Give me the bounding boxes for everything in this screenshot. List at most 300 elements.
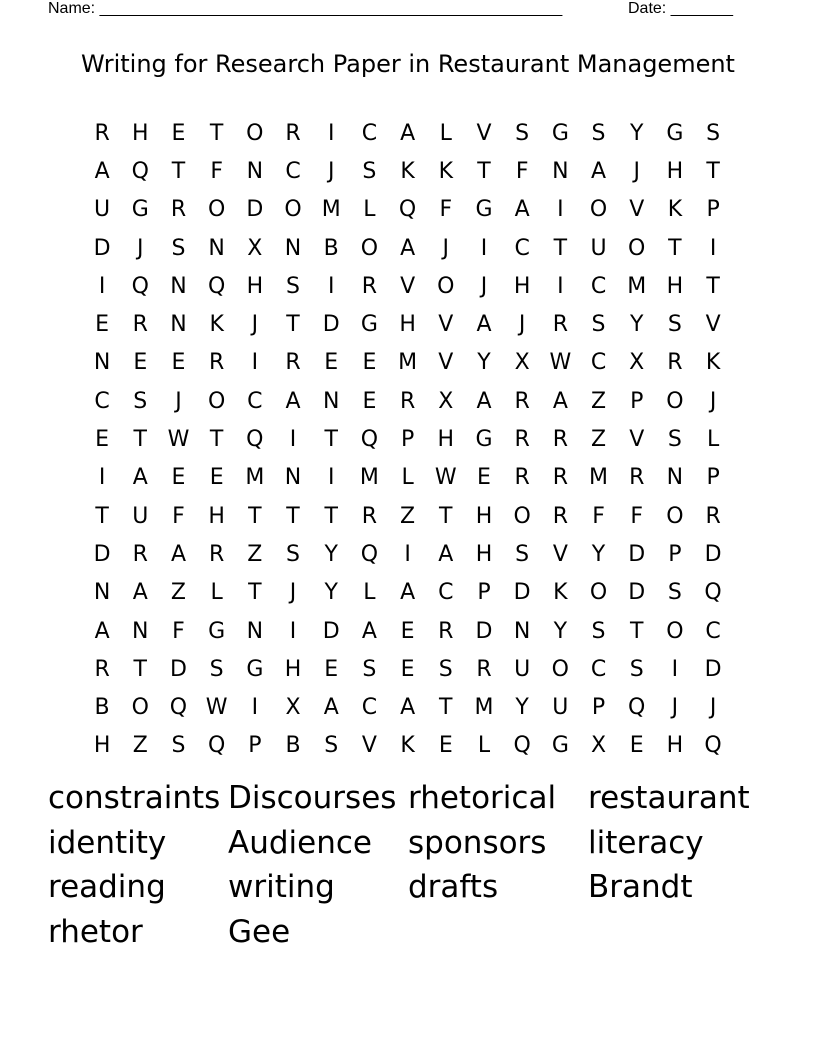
word-bank-item: rhetor (48, 913, 143, 950)
grid-cell[interactable]: A (476, 388, 492, 414)
grid-cell[interactable]: R (552, 312, 568, 338)
grid-cell[interactable]: M (398, 350, 418, 376)
grid-cell[interactable]: S (171, 235, 186, 261)
grid-cell[interactable]: H (666, 158, 684, 184)
grid-cell[interactable]: L (439, 120, 452, 146)
grid-cell[interactable]: V (629, 427, 645, 453)
grid-cell[interactable]: H (666, 273, 684, 299)
word-bank-item: reading (48, 869, 166, 905)
grid-cell[interactable]: J (137, 235, 144, 261)
grid-cell[interactable]: C (590, 273, 607, 299)
grid-cell[interactable]: V (705, 312, 721, 338)
grid-cell[interactable]: D (322, 312, 340, 338)
grid-cell[interactable]: T (324, 503, 338, 529)
grid-cell[interactable]: O (589, 197, 608, 223)
grid-cell[interactable]: G (475, 427, 493, 453)
grid-cell[interactable]: A (552, 388, 568, 414)
grid-cell[interactable]: C (361, 695, 378, 721)
grid-cell[interactable]: O (666, 618, 684, 644)
grid-cell[interactable]: F (210, 158, 223, 184)
grid-cell[interactable]: N (666, 465, 684, 491)
grid-cell[interactable]: K (400, 158, 415, 184)
grid-cell[interactable]: T (286, 503, 300, 529)
grid-cell[interactable]: R (705, 503, 721, 529)
grid-cell[interactable]: C (247, 388, 263, 414)
grid-cell[interactable]: Q (704, 733, 722, 759)
grid-cell[interactable]: S (667, 427, 682, 453)
grid-cell[interactable]: A (400, 695, 416, 721)
grid-cell[interactable]: Q (207, 733, 226, 759)
grid-cell[interactable]: E (362, 388, 377, 414)
grid-cell[interactable]: J (251, 312, 259, 338)
grid-cell[interactable]: P (248, 733, 262, 759)
grid-cell[interactable]: R (629, 465, 645, 491)
grid-cell[interactable]: D (93, 235, 111, 261)
grid-cell[interactable]: W (205, 695, 228, 721)
grid-cell[interactable]: O (551, 656, 569, 682)
grid-cell[interactable]: E (133, 350, 148, 376)
grid-cell[interactable]: D (169, 656, 187, 682)
grid-cell[interactable]: S (286, 541, 301, 567)
grid-cell[interactable]: T (171, 158, 186, 184)
grid-cell[interactable]: M (589, 465, 609, 491)
grid-cell[interactable]: A (591, 158, 607, 184)
grid-cell[interactable]: D (704, 656, 722, 682)
grid-cell[interactable]: O (131, 695, 149, 721)
grid-cell[interactable]: G (551, 120, 569, 146)
grid-cell[interactable]: R (285, 350, 301, 376)
grid-cell[interactable]: S (591, 312, 606, 338)
grid-cell[interactable]: H (666, 733, 684, 759)
grid-cell[interactable]: V (629, 197, 645, 223)
grid-cell[interactable]: J (327, 158, 335, 184)
grid-cell[interactable]: R (552, 427, 568, 453)
grid-cell[interactable]: E (438, 733, 453, 759)
grid-cell[interactable]: I (289, 618, 297, 644)
grid-cell[interactable]: I (98, 465, 106, 491)
grid-cell[interactable]: J (709, 695, 717, 721)
grid-cell[interactable]: A (132, 465, 148, 491)
word-bank-item: sponsors (408, 824, 547, 861)
grid-cell[interactable]: E (400, 618, 415, 644)
grid-cell[interactable]: K (209, 312, 224, 338)
grid-cell[interactable]: E (324, 350, 339, 376)
grid-cell[interactable]: S (515, 541, 530, 567)
grid-cell[interactable]: G (666, 120, 684, 146)
grid-cell[interactable]: E (324, 656, 339, 682)
grid-cell[interactable]: O (666, 503, 684, 529)
grid-cell[interactable]: R (209, 541, 225, 567)
grid-cell[interactable]: I (709, 235, 717, 261)
grid-cell[interactable]: V (552, 541, 568, 567)
grid-cell[interactable]: K (667, 197, 683, 223)
grid-cell[interactable]: S (591, 618, 606, 644)
grid-cell[interactable]: A (94, 618, 110, 644)
grid-cell[interactable]: R (361, 273, 378, 299)
grid-cell[interactable]: Q (513, 733, 531, 759)
grid-cell[interactable]: M (474, 695, 494, 721)
grid-cell[interactable]: C (590, 656, 607, 682)
grid-cell[interactable]: J (289, 580, 297, 606)
grid-cell[interactable]: C (514, 235, 530, 261)
grid-cell[interactable]: P (591, 695, 606, 721)
grid-cell[interactable]: B (285, 733, 301, 759)
grid-cell[interactable]: A (361, 618, 377, 644)
grid-cell[interactable]: A (285, 388, 301, 414)
grid-cell[interactable]: O (589, 580, 608, 606)
grid-cell[interactable]: X (285, 695, 301, 721)
grid-cell[interactable]: N (93, 580, 111, 606)
grid-cell[interactable]: R (667, 350, 683, 376)
grid-row (83, 612, 732, 650)
grid-cell[interactable]: O (437, 273, 455, 299)
grid-cell[interactable]: Z (247, 541, 263, 567)
grid-cell[interactable]: R (285, 120, 301, 146)
grid-cell[interactable]: Y (324, 541, 338, 567)
grid-cell[interactable]: V (400, 273, 416, 299)
grid-cell[interactable]: R (552, 503, 568, 529)
grid-cell[interactable]: G (475, 197, 493, 223)
grid-cell[interactable]: I (327, 120, 335, 146)
grid-cell[interactable]: F (439, 197, 453, 223)
grid-cell[interactable]: J (175, 388, 182, 414)
grid-cell[interactable]: H (399, 312, 416, 338)
grid-cell[interactable]: P (706, 465, 720, 491)
grid-cell[interactable]: P (400, 427, 415, 453)
grid-cell[interactable]: X (514, 350, 530, 376)
grid-cell[interactable]: N (170, 273, 187, 299)
grid-cell[interactable]: I (671, 656, 679, 682)
grid-cell[interactable]: U (132, 503, 149, 529)
grid-cell[interactable]: H (246, 273, 264, 299)
grid-cell[interactable]: U (514, 656, 531, 682)
grid-cell[interactable]: T (133, 656, 147, 682)
grid-cell[interactable]: J (671, 695, 679, 721)
grid-cell[interactable]: D (475, 618, 493, 644)
grid-cell[interactable]: E (171, 120, 186, 146)
grid-cell[interactable]: S (286, 273, 301, 299)
grid-row (83, 535, 732, 573)
grid-cell[interactable]: N (170, 312, 187, 338)
grid-cell[interactable]: O (284, 197, 302, 223)
grid-cell[interactable]: X (590, 733, 607, 759)
page-title: Writing for Research Paper in Restaurant Management (81, 50, 735, 78)
grid-cell[interactable]: S (667, 580, 682, 606)
grid-cell[interactable]: L (477, 733, 491, 759)
grid-cell[interactable]: T (248, 580, 262, 606)
grid-cell[interactable]: Y (515, 695, 529, 721)
grid-cell[interactable]: H (284, 656, 302, 682)
grid-cell[interactable]: N (246, 618, 264, 644)
grid-cell[interactable]: T (209, 427, 224, 453)
grid-cell[interactable]: R (438, 618, 454, 644)
grid-cell[interactable]: T (553, 235, 568, 261)
grid-cell[interactable]: U (590, 235, 607, 261)
grid-cell[interactable]: R (209, 350, 225, 376)
grid-cell[interactable]: S (629, 656, 644, 682)
grid-cell[interactable]: N (284, 465, 302, 491)
grid-cell[interactable]: A (132, 580, 148, 606)
grid-cell[interactable]: E (209, 465, 224, 491)
grid-cell[interactable]: R (94, 120, 110, 146)
grid-cell[interactable]: D (246, 197, 264, 223)
grid-cell[interactable]: W (167, 427, 190, 453)
grid-cell[interactable]: S (667, 312, 682, 338)
grid-cell[interactable]: P (477, 580, 491, 606)
grid-cell[interactable]: J (633, 158, 640, 184)
grid-cell[interactable]: B (323, 235, 339, 261)
grid-cell[interactable]: N (284, 235, 302, 261)
grid-cell[interactable]: Y (591, 541, 606, 567)
grid-cell[interactable]: T (286, 312, 300, 338)
grid-cell[interactable]: O (207, 197, 226, 223)
grid-cell[interactable]: E (477, 465, 491, 491)
grid-cell[interactable]: X (247, 235, 263, 261)
grid-cell[interactable]: R (552, 465, 568, 491)
grid-cell[interactable]: Z (132, 733, 148, 759)
grid-cell[interactable]: U (552, 695, 569, 721)
grid-cell[interactable]: C (590, 350, 607, 376)
grid-cell[interactable]: T (706, 273, 720, 299)
grid-cell[interactable]: G (131, 197, 149, 223)
grid-cell[interactable]: R (132, 541, 148, 567)
grid-cell[interactable]: Y (629, 120, 644, 146)
letter-grid[interactable] (83, 114, 732, 765)
grid-cell[interactable]: L (706, 427, 720, 453)
grid-cell[interactable]: X (438, 388, 454, 414)
grid-cell[interactable]: S (438, 656, 453, 682)
grid-cell[interactable]: Q (398, 197, 417, 223)
grid-cell[interactable]: A (400, 235, 416, 261)
grid-cell[interactable]: Z (590, 388, 607, 414)
grid-cell[interactable]: T (133, 427, 147, 453)
grid-cell[interactable]: N (322, 388, 340, 414)
grid-cell[interactable]: F (515, 158, 529, 184)
grid-cell[interactable]: T (439, 503, 453, 529)
grid-cell[interactable]: C (94, 388, 110, 414)
grid-cell[interactable]: D (93, 541, 111, 567)
grid-cell[interactable]: G (208, 618, 226, 644)
grid-cell[interactable]: J (518, 312, 526, 338)
grid-cell[interactable]: P (630, 388, 644, 414)
grid-cell[interactable]: G (360, 312, 378, 338)
grid-cell[interactable]: V (438, 312, 454, 338)
grid-cell[interactable]: O (666, 388, 684, 414)
grid-cell[interactable]: Y (629, 312, 644, 338)
grid-cell[interactable]: Q (628, 695, 646, 721)
grid-cell[interactable]: T (95, 503, 109, 529)
grid-cell[interactable]: Q (246, 427, 264, 453)
grid-cell[interactable]: I (289, 427, 297, 453)
grid-cell[interactable]: A (170, 541, 186, 567)
grid-cell[interactable]: R (514, 388, 530, 414)
grid-cell[interactable]: P (706, 197, 720, 223)
grid-cell[interactable]: S (324, 733, 339, 759)
grid-cell[interactable]: S (209, 656, 224, 682)
grid-cell[interactable]: R (361, 503, 378, 529)
grid-cell[interactable]: N (132, 618, 149, 644)
grid-cell[interactable]: G (246, 656, 264, 682)
grid-cell[interactable]: A (438, 541, 454, 567)
grid-cell[interactable]: H (513, 273, 531, 299)
grid-cell[interactable]: K (705, 350, 721, 376)
grid-cell[interactable]: A (400, 580, 416, 606)
name-field[interactable]: Name: ____________________________________________________ (48, 0, 563, 17)
grid-cell[interactable]: Q (360, 427, 379, 453)
grid-cell[interactable]: Y (324, 580, 338, 606)
grid-cell[interactable]: L (363, 197, 376, 223)
grid-cell[interactable]: H (475, 503, 493, 529)
grid-cell[interactable]: B (94, 695, 110, 721)
grid-cell[interactable]: U (94, 197, 111, 223)
grid-cell[interactable]: H (475, 541, 493, 567)
grid-cell[interactable]: D (513, 580, 531, 606)
grid-cell[interactable]: V (361, 733, 377, 759)
grid-cell[interactable]: C (705, 618, 721, 644)
grid-cell[interactable]: W (434, 465, 457, 491)
grid-cell[interactable]: A (323, 695, 339, 721)
grid-cell[interactable]: M (245, 465, 265, 491)
grid-cell[interactable]: S (515, 120, 530, 146)
grid-cell[interactable]: J (709, 388, 717, 414)
grid-cell[interactable]: C (361, 120, 378, 146)
grid-cell[interactable]: J (480, 273, 488, 299)
grid-cell[interactable]: S (591, 120, 606, 146)
grid-cell[interactable]: I (327, 273, 335, 299)
grid-cell[interactable]: A (94, 158, 110, 184)
grid-cell[interactable]: T (248, 503, 262, 529)
grid-cell[interactable]: S (171, 733, 186, 759)
grid-cell[interactable]: H (437, 427, 455, 453)
grid-cell[interactable]: Q (207, 273, 226, 299)
grid-cell[interactable]: S (362, 656, 377, 682)
grid-cell[interactable]: G (551, 733, 569, 759)
grid-cell[interactable]: F (172, 503, 185, 529)
grid-cell[interactable]: Q (131, 273, 149, 299)
grid-cell[interactable]: M (359, 465, 379, 491)
grid-cell[interactable]: N (93, 350, 111, 376)
grid-cell[interactable]: O (246, 120, 264, 146)
grid-cell[interactable]: A (514, 197, 530, 223)
grid-cell[interactable]: E (629, 733, 644, 759)
grid-cell[interactable]: S (362, 158, 377, 184)
grid-cell[interactable]: V (438, 350, 454, 376)
grid-cell[interactable]: A (400, 120, 416, 146)
grid-cell[interactable]: E (95, 427, 110, 453)
grid-cell[interactable]: J (442, 235, 450, 261)
grid-cell[interactable]: R (476, 656, 492, 682)
grid-cell[interactable]: Q (360, 541, 379, 567)
grid-cell[interactable]: O (207, 388, 226, 414)
grid-cell[interactable]: E (95, 312, 110, 338)
grid-cell[interactable]: Z (590, 427, 607, 453)
grid-cell[interactable]: N (208, 235, 225, 261)
grid-cell[interactable]: I (557, 197, 564, 223)
grid-cell[interactable]: E (171, 465, 186, 491)
grid-cell[interactable]: I (404, 541, 411, 567)
date-field[interactable]: Date: _______ (628, 0, 733, 17)
grid-cell[interactable]: X (629, 350, 645, 376)
word-bank-item: restaurant (588, 780, 750, 816)
grid-cell[interactable]: W (549, 350, 572, 376)
grid-cell[interactable]: R (170, 197, 187, 223)
grid-cell[interactable]: H (208, 503, 225, 529)
grid-cell[interactable]: O (360, 235, 379, 261)
grid-cell[interactable]: D (628, 541, 646, 567)
grid-cell[interactable]: T (477, 158, 491, 184)
grid-cell[interactable]: L (210, 580, 223, 606)
grid-cell[interactable]: O (628, 235, 646, 261)
grid-cell[interactable]: M (627, 273, 647, 299)
grid-cell[interactable]: D (704, 541, 722, 567)
grid-cell[interactable]: E (171, 350, 186, 376)
grid-cell[interactable]: F (592, 503, 605, 529)
grid-cell[interactable]: D (628, 580, 646, 606)
grid-cell[interactable]: Q (704, 580, 722, 606)
grid-cell[interactable]: F (630, 503, 644, 529)
grid-cell[interactable]: Z (400, 503, 416, 529)
grid-cell[interactable]: C (438, 580, 454, 606)
grid-cell[interactable]: I (251, 695, 259, 721)
grid-row (83, 267, 732, 305)
grid-cell[interactable]: N (552, 158, 569, 184)
grid-cell[interactable]: I (98, 273, 106, 299)
grid-cell[interactable]: H (93, 733, 111, 759)
grid-cell[interactable]: R (514, 465, 530, 491)
grid-cell[interactable]: T (629, 618, 644, 644)
grid-cell[interactable]: I (327, 465, 335, 491)
grid-cell[interactable]: Q (131, 158, 149, 184)
grid-cell[interactable]: T (209, 120, 224, 146)
grid-cell[interactable]: R (399, 388, 416, 414)
grid-cell[interactable]: E (400, 656, 415, 682)
grid-cell[interactable]: D (322, 618, 340, 644)
grid-cell[interactable]: R (132, 312, 148, 338)
grid-cell[interactable]: T (668, 235, 682, 261)
grid-cell[interactable]: N (246, 158, 264, 184)
grid-cell[interactable]: Y (553, 618, 568, 644)
grid-cell[interactable]: Y (477, 350, 491, 376)
grid-cell[interactable]: R (514, 427, 530, 453)
grid-cell[interactable]: R (94, 656, 110, 682)
grid-cell[interactable]: I (251, 350, 259, 376)
grid-cell[interactable]: N (513, 618, 531, 644)
grid-cell[interactable]: K (400, 733, 415, 759)
grid-cell[interactable]: P (668, 541, 682, 567)
grid-cell[interactable]: S (706, 120, 721, 146)
grid-cell[interactable]: S (133, 388, 148, 414)
grid-cell[interactable]: T (706, 158, 720, 184)
grid-cell[interactable]: M (321, 197, 341, 223)
grid-cell[interactable]: Q (169, 695, 188, 721)
grid-cell[interactable]: T (324, 427, 338, 453)
grid-cell[interactable]: O (513, 503, 531, 529)
grid-cell[interactable]: L (363, 580, 376, 606)
grid-cell[interactable]: K (438, 158, 453, 184)
grid-cell[interactable]: L (401, 465, 414, 491)
grid-cell[interactable]: H (132, 120, 149, 146)
grid-cell[interactable]: C (285, 158, 301, 184)
grid-cell[interactable]: A (476, 312, 492, 338)
grid-cell[interactable]: E (362, 350, 377, 376)
grid-cell[interactable]: V (476, 120, 492, 146)
grid-cell[interactable]: F (172, 618, 185, 644)
grid-cell[interactable]: T (439, 695, 453, 721)
grid-cell[interactable]: Z (170, 580, 186, 606)
grid-cell[interactable]: I (480, 235, 488, 261)
grid-cell[interactable]: K (553, 580, 568, 606)
grid-cell[interactable]: I (557, 273, 564, 299)
